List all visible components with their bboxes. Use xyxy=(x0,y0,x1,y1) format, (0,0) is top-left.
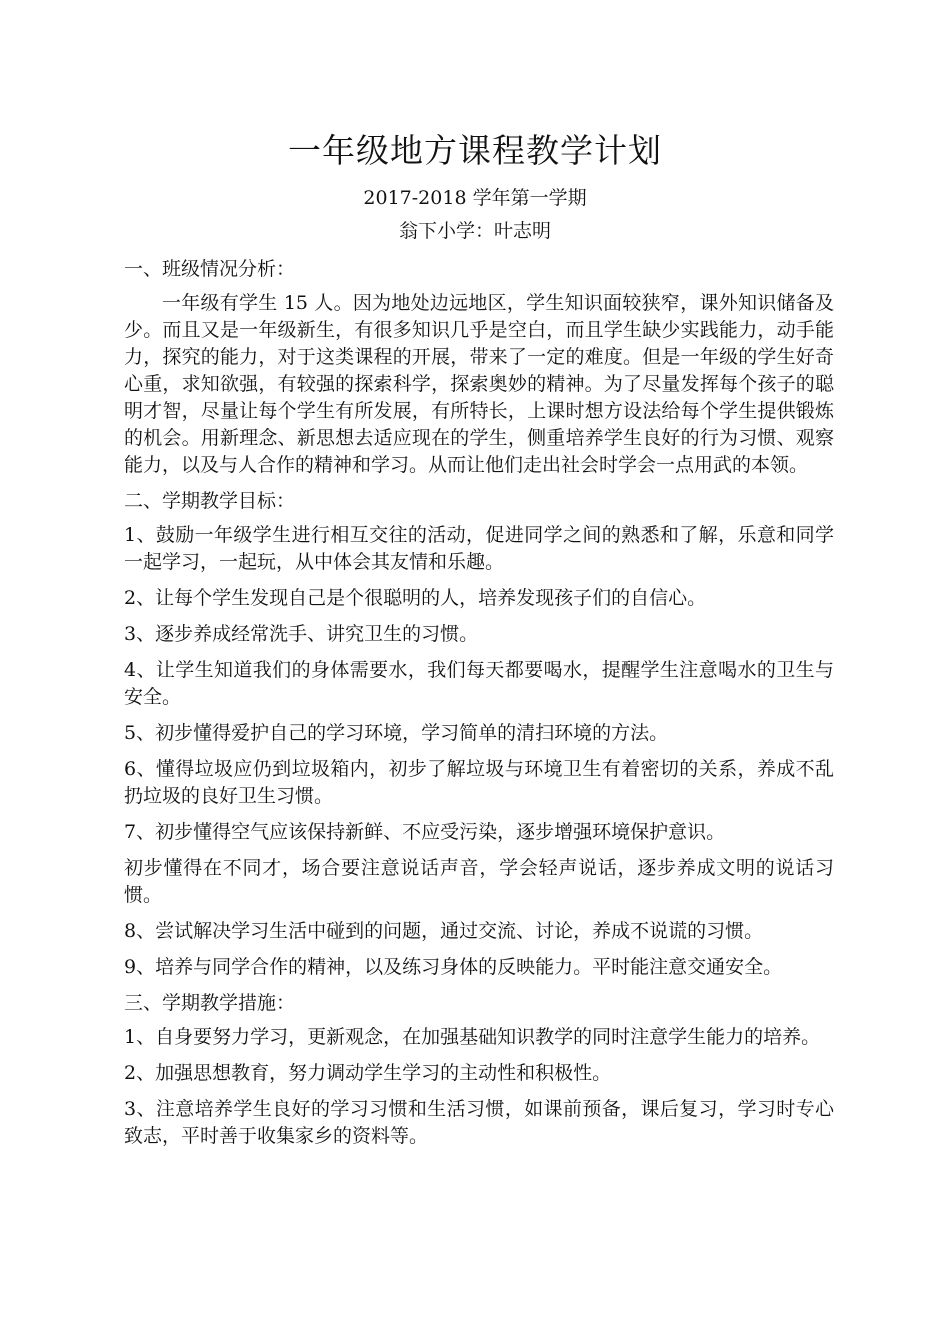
document-body xyxy=(124,256,834,1159)
document-period: 2017-2018 学年第一学期 xyxy=(363,187,587,209)
measure-item: 1、自身要努力学习，更新观念，在加强基础知识教学的同时注意学生能力的培养。 xyxy=(124,1026,821,1048)
goal-item: 4、让学生知道我们的身体需要水，我们每天都要喝水，提醒学生注意喝水的卫生与安全。 xyxy=(124,659,834,708)
goal-item: 1、鼓励一年级学生进行相互交往的活动，促进同学之间的熟悉和了解，乐意和同学一起学习，一起玩，从中体会其友情和乐趣。 xyxy=(124,524,834,573)
goal-item: 8、尝试解决学习生活中碰到的问题，通过交流、讨论，养成不说谎的习惯。 xyxy=(124,920,764,942)
goal-item: 7、初步懂得空气应该保持新鲜、不应受污染，逐步增强环境保护意识。 xyxy=(124,821,726,843)
goal-item: 5、初步懂得爱护自己的学习环境，学习简单的清扫环境的方法。 xyxy=(124,722,669,744)
measure-item: 2、加强思想教育，努力调动学生学习的主动性和积极性。 xyxy=(124,1062,612,1084)
goal-item: 3、逐步养成经常洗手、讲究卫生的习惯。 xyxy=(124,623,479,645)
section-heading-analysis: 一、班级情况分析： xyxy=(124,258,296,280)
goal-item: 9、培养与同学合作的精神，以及练习身体的反映能力。平时能注意交通安全。 xyxy=(124,956,783,978)
section-heading-goals: 二、学期教学目标： xyxy=(124,490,296,512)
document-title: 一年级地方课程教学计划 xyxy=(288,131,662,170)
analysis-paragraph: 一年级有学生 15 人。因为地处边远地区，学生知识面较狭窄，课外知识储备及少。而且又是一年级新生，有很多知识几乎是空白，而且学生缺少实践能力，动手能力，探究的能力，对于这类课程的开展，带来了一定的难度。但是一年级的学生好奇心重，求知欲强，有较强的探索科学，探索奥妙的精神。为了尽量发挥每个孩子的聪明才智，尽量让每个学生有所发展，有所特长，上课时想方设法给每个学生提供锻炼的机会。用新理念、新思想去适应现在的学生，侧重培养学生良好的行为习惯、观察能力，以及与人合作的精神和学习。从而让他们走出社会时学会一点用武的本领。 xyxy=(124,292,834,476)
goal-item: 初步懂得在不同才，场合要注意说话声音，学会轻声说话，逐步养成文明的说话习惯。 xyxy=(124,857,834,906)
document-author: 翁下小学：叶志明 xyxy=(398,220,551,242)
section-heading-measures: 三、学期教学措施： xyxy=(124,992,296,1014)
goal-item: 2、让每个学生发现自己是个很聪明的人，培养发现孩子们的自信心。 xyxy=(124,587,707,609)
goal-item: 6、懂得垃圾应仍到垃圾箱内，初步了解垃圾与环境卫生有着密切的关系，养成不乱扔垃圾的良好卫生习惯。 xyxy=(124,758,834,807)
measure-item: 3、注意培养学生良好的学习习惯和生活习惯，如课前预备，课后复习，学习时专心致志，平时善于收集家乡的资料等。 xyxy=(124,1098,834,1147)
